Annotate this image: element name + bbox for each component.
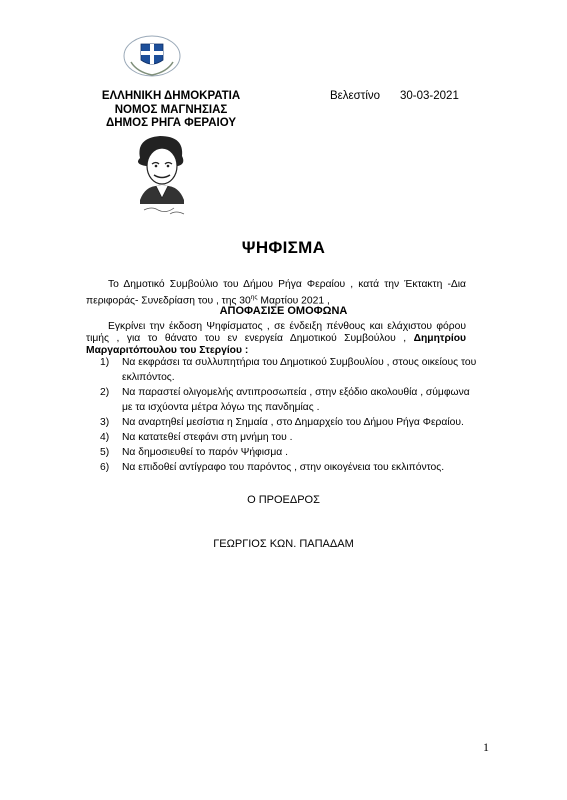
intro-text-end: Μαρτίου 2021 , xyxy=(257,295,330,307)
decision-list xyxy=(100,355,480,475)
intro-text: Το Δημοτικό Συμβούλιο του Δήμου Ρήγα Φεραίου , κατά την Έκτακτη -Δια περιφοράς- Συνεδρίαση του , της 30 xyxy=(86,279,466,307)
item-text: Να αναρτηθεί μεσίστια η Σημαία , στο Δημαρχείο του Δήμου Ρήγα Φεραίου. xyxy=(122,417,464,428)
header-country: ΕΛΛΗΝΙΚΗ ΔΗΜΟΚΡΑΤΙΑ xyxy=(101,90,241,102)
item-number: 1) xyxy=(100,357,110,368)
header-prefecture: ΝΟΜΟΣ ΜΑΓΝΗΣΙΑΣ xyxy=(114,103,228,116)
place-date xyxy=(330,90,459,102)
list-item xyxy=(100,415,480,430)
item-number: 5) xyxy=(100,447,110,458)
approval-paragraph xyxy=(86,321,466,357)
place: Βελεστίνο xyxy=(330,90,381,102)
item-text: Να κατατεθεί στεφάνι στη μνήμη του . xyxy=(122,432,293,443)
decision-heading: ΑΠΟΦΑΣΙΣΕ ΟΜΟΦΩΝΑ xyxy=(219,305,348,317)
item-number: 2) xyxy=(100,387,110,398)
item-text: Να επιδοθεί αντίγραφο του παρόντος , στην οικογένεια του εκλιπόντος. xyxy=(122,462,445,473)
rigas-feraios-portrait-image xyxy=(126,130,198,220)
list-item xyxy=(100,460,480,475)
item-number: 3) xyxy=(100,417,110,428)
signer-name: ΓΕΩΡΓΙΟΣ ΚΩΝ. ΠΑΠΑΔΑΜ xyxy=(213,538,354,550)
list-item xyxy=(100,445,480,460)
greek-coat-of-arms-icon xyxy=(121,32,183,78)
date: 30-03-2021 xyxy=(400,90,459,102)
item-number: 4) xyxy=(100,432,110,443)
approval-colon: : xyxy=(241,345,249,356)
president-label: Ο ΠΡΟΕΔΡΟΣ xyxy=(247,494,320,506)
deceased-name: Δημητρίου Μαργαριτόπουλου του Στεργίου xyxy=(86,333,466,356)
item-number: 6) xyxy=(100,462,110,473)
date-suffix: ης xyxy=(250,294,258,301)
list-item xyxy=(100,385,480,415)
list-item xyxy=(100,355,480,385)
document-title: ΨΗΦΙΣΜΑ xyxy=(241,238,326,257)
item-text: Να εκφράσει τα συλλυπητήρια του Δημοτικού Συμβουλίου , στους οικείους του εκλιπόντος. xyxy=(122,357,477,383)
approval-text: Εγκρίνει την έκδοση Ψηφίσματος , σε ένδειξη πένθους και ελάχιστου φόρου τιμής , για το θάνατο του εν ενεργεία Δημοτικού Συμβούλου , xyxy=(86,321,466,344)
item-text: Να παραστεί ολιγομελής αντιπροσωπεία , στην εξόδιο ακολουθία , σύμφωνα με τα ισχύοντα μέτρα λόγω της πανδημίας . xyxy=(122,387,470,413)
intro-paragraph xyxy=(86,278,466,307)
page-number: 1 xyxy=(483,740,489,754)
list-item xyxy=(100,430,480,445)
authority-header xyxy=(91,90,251,131)
item-text: Να δημοσιευθεί το παρόν Ψήφισμα . xyxy=(122,447,288,458)
header-municipality: ΔΗΜΟΣ ΡΗΓΑ ΦΕΡΑΙΟΥ xyxy=(105,117,237,129)
